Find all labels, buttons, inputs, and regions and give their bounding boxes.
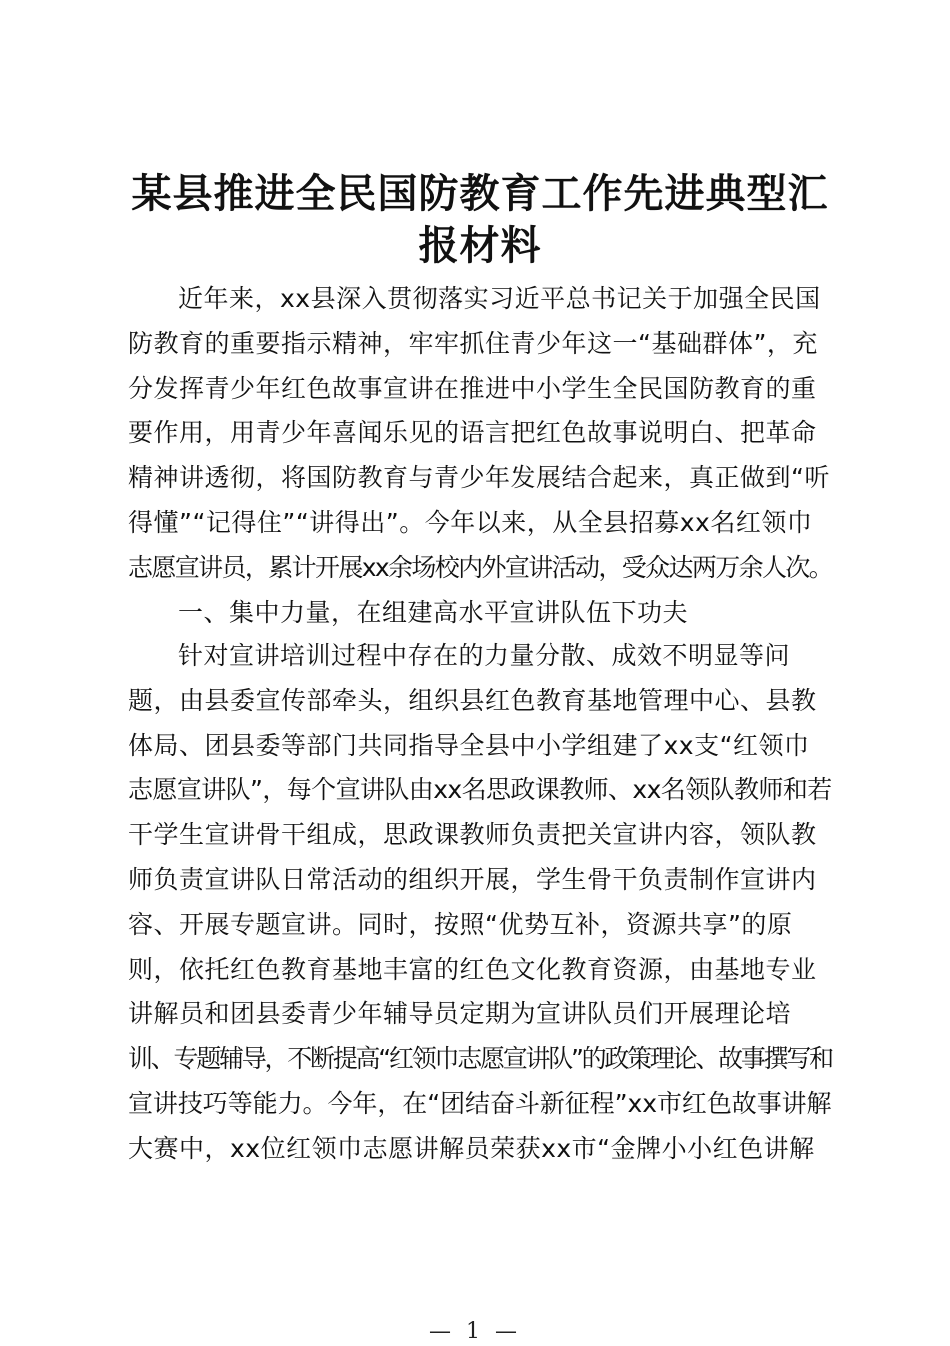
body-line: 则，依托红色教育基地丰富的红色文化教育资源，由基地专业 <box>128 955 817 984</box>
body-line: 宣讲技巧等能力。今年，在“团结奋斗新征程”xx市红色故事讲解 <box>128 1089 832 1118</box>
body-line: 志愿宣讲队”，每个宣讲队由xx名思政课教师、xx名领队教师和若 <box>128 775 832 804</box>
body-line: 体局、团县委等部门共同指导全县中小学组建了xx支“红领巾 <box>128 731 810 760</box>
document-title-line-1: 某县推进全民国防教育工作先进典型汇 <box>131 170 829 217</box>
body-line: 大赛中，xx位红领巾志愿讲解员荣获xx市“金牌小小红色讲解 <box>128 1134 815 1163</box>
body-line: 题，由县委宣传部牵头，组织县红色教育基地管理中心、县教 <box>128 686 817 715</box>
document-title-line-2: 报材料 <box>418 222 542 269</box>
body-line: 干学生宣讲骨干组成，思政课教师负责把关宣讲内容，领队教 <box>128 820 817 849</box>
body-line: 针对宣讲培训过程中存在的力量分散、成效不明显等问 <box>178 641 791 670</box>
page-number: — 1 — <box>429 1319 521 1344</box>
body-line: 要作用，用青少年喜闻乐见的语言把红色故事说明白、把革命 <box>128 418 817 447</box>
body-line: 近年来，xx县深入贯彻落实习近平总书记关于加强全民国 <box>178 284 821 313</box>
body-line: 分发挥青少年红色故事宣讲在推进中小学生全民国防教育的重 <box>128 374 817 403</box>
section-heading: 一、集中力量，在组建高水平宣讲队伍下功夫 <box>178 598 689 627</box>
body-line: 训、专题辅导，不断提高“红领巾志愿宣讲队”的政策理论、故事撰写和 <box>128 1044 832 1073</box>
body-line: 容、开展专题宣讲。同时，按照“优势互补，资源共享”的原 <box>128 910 793 939</box>
body-line: 师负责宣讲队日常活动的组织开展，学生骨干负责制作宣讲内 <box>128 865 817 894</box>
body-line: 得懂”“记得住”“讲得出”。今年以来，从全县招募xx名红领巾 <box>128 508 813 537</box>
body-line: 志愿宣讲员，累计开展xx余场校内外宣讲活动，受众达两万余人次。 <box>128 553 833 582</box>
body-line: 讲解员和团县委青少年辅导员定期为宣讲队员们开展理论培 <box>128 999 792 1028</box>
body-line: 防教育的重要指示精神，牢牢抓住青少年这一“基础群体”，充 <box>128 329 818 358</box>
body-line: 精神讲透彻，将国防教育与青少年发展结合起来，真正做到“听 <box>128 463 830 492</box>
